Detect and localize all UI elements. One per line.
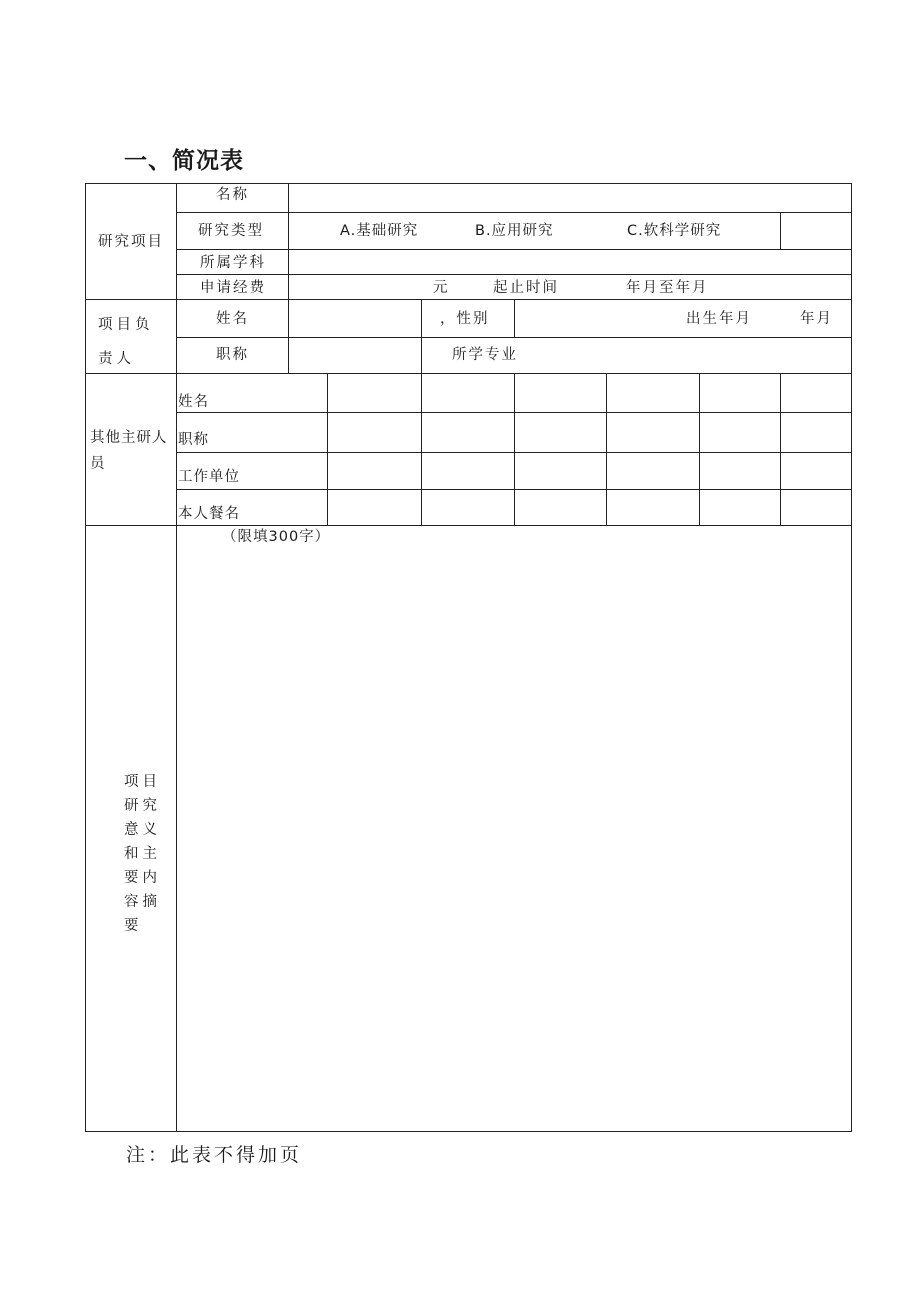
type-option-soft-science[interactable]: C.软科学研究 bbox=[627, 223, 722, 239]
leader-group-label: 项目负责人 bbox=[98, 317, 154, 367]
rule bbox=[85, 183, 86, 1132]
project-group-label: 研究项目 bbox=[98, 234, 164, 250]
rule bbox=[85, 299, 852, 300]
rule bbox=[514, 299, 515, 338]
members-row-name: 姓名 bbox=[178, 394, 209, 410]
research-type-label: 研究类型 bbox=[198, 223, 264, 239]
members-row-workplace: 工作单位 bbox=[178, 469, 240, 485]
rule bbox=[288, 183, 289, 300]
funding-unit: 元 bbox=[433, 280, 450, 296]
leader-title-field[interactable] bbox=[290, 338, 420, 372]
summary-label: 项目研究意义和主要内容摘要 bbox=[124, 774, 161, 934]
rule bbox=[699, 373, 700, 526]
rule bbox=[176, 274, 852, 275]
members-row-signature: 本人餐名 bbox=[178, 506, 240, 522]
footer-note: 注：此表不得加页 bbox=[126, 1144, 303, 1166]
page-title: 一、简况表 bbox=[124, 148, 244, 174]
rule bbox=[851, 183, 852, 1132]
funding-label: 申请经费 bbox=[200, 280, 266, 296]
rule bbox=[85, 525, 852, 526]
discipline-field[interactable] bbox=[290, 250, 850, 273]
members-group-label: 其他主研人员 bbox=[90, 430, 168, 472]
rule bbox=[780, 373, 781, 526]
project-name-label: 名称 bbox=[216, 187, 249, 203]
rule bbox=[85, 1131, 852, 1132]
leader-birth-label: 出生年月 bbox=[686, 311, 752, 327]
rule bbox=[514, 373, 515, 526]
rule bbox=[176, 183, 177, 1132]
type-option-basic[interactable]: A.基础研究 bbox=[340, 223, 419, 239]
leader-title-label: 职称 bbox=[216, 347, 249, 363]
rule bbox=[780, 212, 781, 250]
period-label: 起止时间 bbox=[493, 280, 559, 296]
rule bbox=[288, 299, 289, 374]
leader-birth-value: 年月 bbox=[800, 311, 833, 327]
rule bbox=[421, 373, 422, 526]
members-row-title: 职称 bbox=[178, 432, 209, 448]
project-name-field[interactable] bbox=[290, 184, 850, 211]
rule bbox=[85, 373, 852, 374]
period-value: 年月至年月 bbox=[626, 280, 709, 296]
leader-name-field[interactable] bbox=[290, 300, 420, 336]
rule bbox=[606, 373, 607, 526]
rule bbox=[176, 212, 852, 213]
leader-gender-label: ，性别 bbox=[440, 311, 490, 327]
summary-hint: （限填300字） bbox=[222, 529, 331, 545]
rule bbox=[421, 299, 422, 374]
discipline-label: 所属学科 bbox=[200, 255, 266, 271]
type-option-applied[interactable]: B.应用研究 bbox=[475, 223, 554, 239]
leader-major-label: 所学专业 bbox=[452, 347, 518, 363]
leader-name-label: 姓名 bbox=[216, 311, 249, 327]
rule bbox=[327, 373, 328, 526]
summary-textarea[interactable] bbox=[178, 550, 850, 1128]
